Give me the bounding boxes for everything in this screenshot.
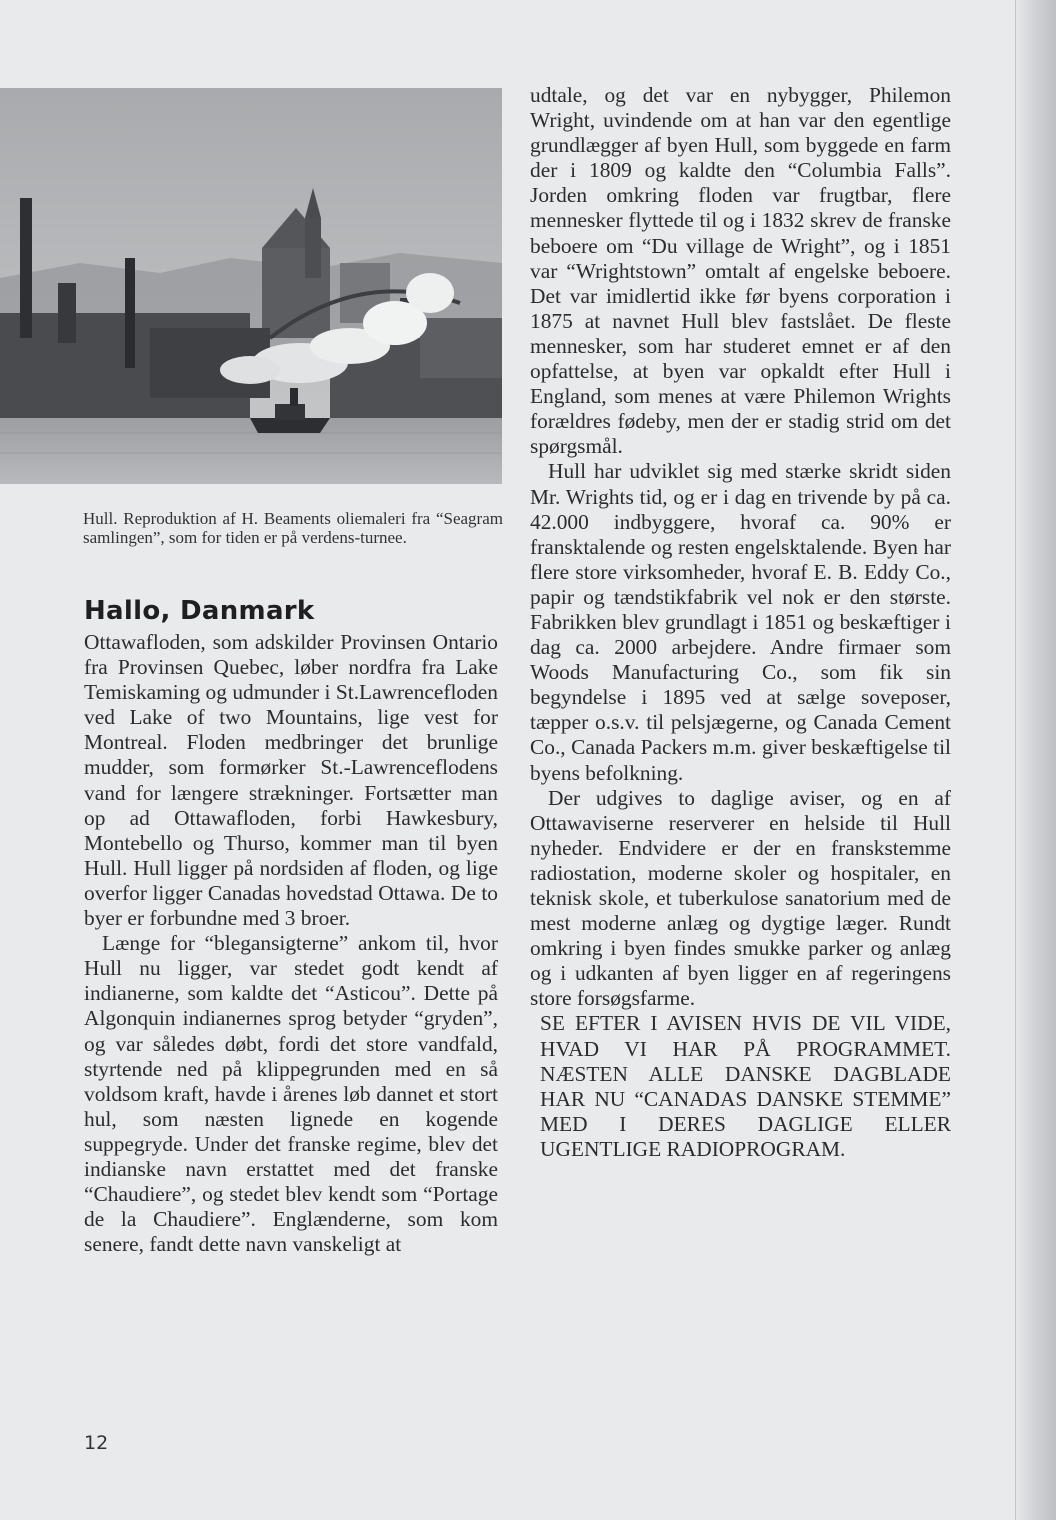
article-left-column: [84, 630, 498, 1257]
paragraph: Ottawafloden, som adskilder Provinsen Ontario fra Provinsen Quebec, løber nordfra fra Lake Temiskaming og udmunder i St.Lawrencefloden ved Lake of two Mountains, lige vest for Montreal. Floden medbringer det brunlige mudder, som formørker St.-Lawrenceflodens vand for længere strækninger. Fortsætter man op ad Ottawafloden, forbi Hawkesbury, Montebello og Thurso, kommer man til byen Hull. Hull ligger på nordsiden af floden, og lige overfor ligger Canadas hovedstad Ottawa. De to byer er forbundne med 3 broer.: [84, 630, 498, 931]
paragraph: udtale, og det var en nybygger, Philemon Wright, uvindende om at han var den egentlige grundlægger af byen Hull, som byggede en farm der i 1809 og kaldte den “Columbia Falls”. Jorden omkring floden var frugtbar, flere mennesker flyttede til og i 1832 skrev de franske beboere om “Du village de Wright”, og i 1851 var “Wrightstown” omtalt af engelske beboere. Det var imidlertid ikke før byens corporation i 1875 at navnet Hull blev fastslået. De fleste mennesker, som har studeret emnet er af den opfattelse, at byen var opkaldt efter Hull i England, som menes at være Philemon Wrights forældres fødeby, men der er stadig strid om det spørgsmål.: [530, 83, 951, 459]
paragraph: Hull har udviklet sig med stærke skridt siden Mr. Wrights tid, og er i dag en trivende by på ca. 42.000 indbyggere, hvoraf ca. 90% er fransktalende og resten engelsktalende. Byen har flere store virksomheder, hvoraf E. B. Eddy Co., papir og tændstikfabrik vel nok er den største. Fabrikken blev grundlagt i 1851 og beskæftiger i dag ca. 2000 arbejdere. Andre firmaer som Woods Manufacturing Co., som fik sin begyndelse i 1895 ved at sælge soveposer, tæpper o.s.v. til pelsjægerne, og Canada Cement Co., Canada Packers m.m. giver beskæftigelse til byens befolkning.: [530, 459, 951, 785]
painting-photo: [0, 88, 502, 484]
caption-text: Hull. Reproduktion af H. Beaments oliemaleri fra “Seagram samlingen”, som for tiden er på verdens-turnee.: [83, 509, 503, 547]
paragraph: Længe for “blegansigterne” ankom til, hvor Hull nu ligger, var stedet godt kendt af indianerne, som kaldte det “Asticou”. Dette på Algonquin indianernes sprog betyder “gryden”, og var således døbt, fordi det store vandfald, styrtende ned på klippegrunden med en så voldsom kraft, havde i årenes løb dannet et stort hul, som næsten lignede en kogende suppegryde. Under det franske regime, blev det indianske navn erstattet med det franske “Chaudiere”, og stedet blev kendt som “Portage de la Chaudiere”. Englænderne, som kom senere, fandt dette navn vanskeligt at: [84, 931, 498, 1257]
article-heading: Hallo, Danmark: [84, 596, 315, 626]
page-binding-edge: [1015, 0, 1056, 1520]
page-number: 12: [84, 1432, 109, 1454]
paragraph: Der udgives to daglige aviser, og en af Ottawaviserne reserverer en helside til Hull nyheder. Endvidere er der en franskstemme radiostation, moderne skoler og hospitaler, en teknisk skole, et tuberkulose sanatorium med de mest moderne anlæg og dygtige læger. Rundt omkring i byen findes smukke parker og anlæg og i udkanten af byen ligger en af regeringens store forsøgsfarme.: [530, 785, 951, 1011]
radio-notice: SE EFTER I AVISEN HVIS DE VIL VIDE, HVAD VI HAR PÅ PROGRAMMET. NÆSTEN ALLE DANSKE DAGBLADE HAR NU “CANADAS DANSKE STEMME” MED I DERES DAGLIGE ELLER UGENTLIGE RADIOPROGRAM.: [540, 1011, 951, 1161]
photo-caption: [83, 509, 503, 547]
factory-river-painting-icon: [0, 88, 502, 484]
article-right-column: [530, 83, 951, 1162]
